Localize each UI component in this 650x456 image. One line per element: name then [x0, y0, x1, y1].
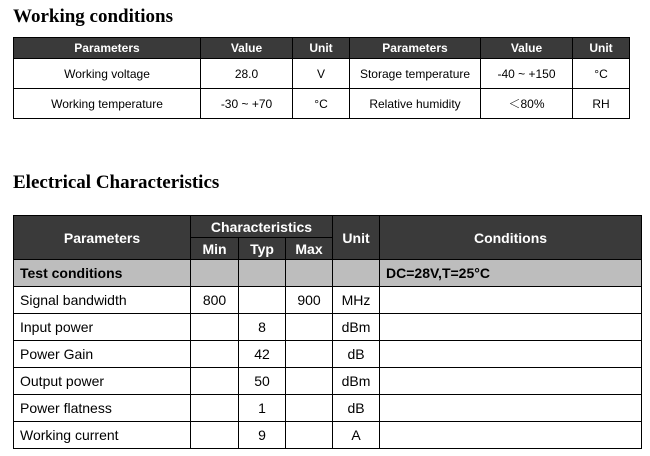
table-cell: dB — [333, 395, 380, 422]
table-cell — [191, 422, 239, 449]
header-conditions: Conditions — [380, 216, 642, 260]
table-row — [14, 314, 642, 341]
header-parameters: Parameters — [14, 216, 191, 260]
table-cell — [191, 395, 239, 422]
table-cell — [191, 314, 239, 341]
table-cell — [380, 341, 642, 368]
table-row — [14, 89, 630, 119]
table-cell — [286, 260, 333, 287]
table-cell: dB — [333, 341, 380, 368]
header-max: Max — [286, 238, 333, 260]
table-row — [14, 341, 642, 368]
table-row — [14, 59, 630, 89]
header-characteristics: Characteristics — [191, 216, 333, 238]
table-cell: 900 — [286, 287, 333, 314]
table-cell: Signal bandwidth — [14, 287, 191, 314]
header-typ: Typ — [239, 238, 286, 260]
working-conditions-title: Working conditions — [13, 6, 173, 27]
working-conditions-table — [13, 37, 630, 119]
table-cell: -30 ~ +70 — [201, 89, 293, 119]
table-cell: Relative humidity — [350, 89, 481, 119]
table-cell — [286, 368, 333, 395]
table-cell: 9 — [239, 422, 286, 449]
table-cell: V — [293, 59, 350, 89]
table-cell: °C — [573, 59, 630, 89]
table-cell — [380, 287, 642, 314]
table-cell: 50 — [239, 368, 286, 395]
table-cell — [380, 422, 642, 449]
table-cell: Output power — [14, 368, 191, 395]
header-cell: Unit — [293, 38, 350, 59]
table-cell — [239, 260, 286, 287]
table-cell: dBm — [333, 314, 380, 341]
table-cell: Test conditions — [14, 260, 191, 287]
table-cell — [380, 314, 642, 341]
test-conditions-row — [14, 260, 642, 287]
table-cell: ＜80% — [481, 89, 573, 119]
table-cell — [191, 341, 239, 368]
table-cell — [191, 368, 239, 395]
table-cell — [286, 314, 333, 341]
electrical-characteristics-title: Electrical Characteristics — [13, 172, 220, 193]
table-cell — [380, 395, 642, 422]
table-row — [14, 368, 642, 395]
table-cell: MHz — [333, 287, 380, 314]
table-cell — [239, 287, 286, 314]
table-row — [14, 287, 642, 314]
table-cell: °C — [293, 89, 350, 119]
table-cell — [286, 341, 333, 368]
table-cell: 1 — [239, 395, 286, 422]
header-cell: Parameters — [350, 38, 481, 59]
table-cell: 8 — [239, 314, 286, 341]
header-cell: Value — [201, 38, 293, 59]
table-cell: Input power — [14, 314, 191, 341]
table-header-row — [14, 216, 642, 238]
table-cell: Power flatness — [14, 395, 191, 422]
table-cell: Storage temperature — [350, 59, 481, 89]
electrical-characteristics-table — [13, 215, 642, 449]
table-cell: Power Gain — [14, 341, 191, 368]
table-cell: Working current — [14, 422, 191, 449]
header-cell: Parameters — [14, 38, 201, 59]
table-cell: 42 — [239, 341, 286, 368]
table-row — [14, 422, 642, 449]
table-cell: 28.0 — [201, 59, 293, 89]
table-cell: A — [333, 422, 380, 449]
table-cell: Working voltage — [14, 59, 201, 89]
table-cell: 800 — [191, 287, 239, 314]
table-cell: DC=28V,T=25°C — [380, 260, 642, 287]
table-cell — [333, 260, 380, 287]
header-cell: Unit — [573, 38, 630, 59]
table-cell: Working temperature — [14, 89, 201, 119]
table-cell: dBm — [333, 368, 380, 395]
table-row — [14, 395, 642, 422]
table-cell — [286, 422, 333, 449]
table-header-row — [14, 38, 630, 59]
table-cell — [380, 368, 642, 395]
header-cell: Value — [481, 38, 573, 59]
table-cell: -40 ~ +150 — [481, 59, 573, 89]
table-cell — [191, 260, 239, 287]
table-cell — [286, 395, 333, 422]
header-unit: Unit — [333, 216, 380, 260]
header-min: Min — [191, 238, 239, 260]
table-cell: RH — [573, 89, 630, 119]
